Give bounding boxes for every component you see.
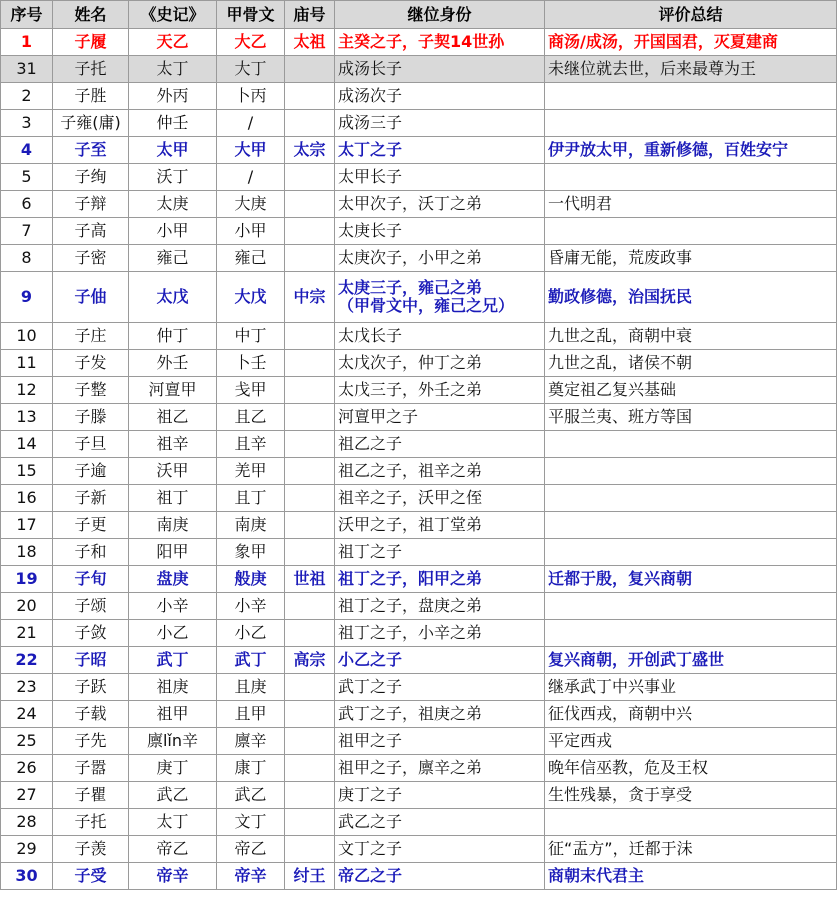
cell-succession[interactable]: 成汤次子 xyxy=(335,83,545,110)
cell-succession[interactable]: 祖乙之子，祖辛之弟 xyxy=(335,458,545,485)
cell-succession[interactable]: 祖甲之子 xyxy=(335,728,545,755)
cell-succession[interactable]: 太戊三子，外壬之弟 xyxy=(335,377,545,404)
cell-temple-name[interactable] xyxy=(285,404,335,431)
header-name[interactable]: 姓名 xyxy=(53,1,129,29)
cell-name[interactable]: 子辩 xyxy=(53,191,129,218)
cell-name[interactable]: 子羡 xyxy=(53,836,129,863)
cell-evaluation[interactable] xyxy=(545,218,837,245)
cell-temple-name[interactable] xyxy=(285,323,335,350)
cell-name[interactable]: 子和 xyxy=(53,539,129,566)
cell-name[interactable]: 子逾 xyxy=(53,458,129,485)
cell-temple-name[interactable]: 太宗 xyxy=(285,137,335,164)
cell-shiji[interactable]: 外丙 xyxy=(129,83,217,110)
cell-shiji[interactable]: 庚丁 xyxy=(129,755,217,782)
cell-temple-name[interactable] xyxy=(285,245,335,272)
table-row xyxy=(1,431,837,458)
cell-succession[interactable]: 文丁之子 xyxy=(335,836,545,863)
cell-succession[interactable]: 武丁之子 xyxy=(335,674,545,701)
cell-oracle-bone[interactable]: 大甲 xyxy=(217,137,285,164)
table-row xyxy=(1,674,837,701)
cell-temple-name[interactable] xyxy=(285,377,335,404)
cell-index[interactable]: 27 xyxy=(1,782,53,809)
cell-oracle-bone[interactable]: 武丁 xyxy=(217,647,285,674)
cell-shiji[interactable]: 沃丁 xyxy=(129,164,217,191)
cell-index[interactable]: 2 xyxy=(1,83,53,110)
cell-succession[interactable]: 祖丁之子，小辛之弟 xyxy=(335,620,545,647)
table-row xyxy=(1,377,837,404)
cell-succession[interactable]: 太戊长子 xyxy=(335,323,545,350)
cell-shiji[interactable]: 祖乙 xyxy=(129,404,217,431)
cell-shiji[interactable]: 阳甲 xyxy=(129,539,217,566)
cell-oracle-bone[interactable]: 卜丙 xyxy=(217,83,285,110)
cell-succession[interactable]: 武乙之子 xyxy=(335,809,545,836)
cell-index[interactable]: 10 xyxy=(1,323,53,350)
table-row xyxy=(1,404,837,431)
cell-succession[interactable]: 太甲次子，沃丁之弟 xyxy=(335,191,545,218)
cell-evaluation[interactable] xyxy=(545,431,837,458)
cell-index[interactable]: 1 xyxy=(1,29,53,56)
cell-temple-name[interactable]: 太祖 xyxy=(285,29,335,56)
cell-temple-name[interactable]: 纣王 xyxy=(285,863,335,890)
cell-name[interactable]: 子新 xyxy=(53,485,129,512)
cell-evaluation[interactable] xyxy=(545,458,837,485)
cell-temple-name[interactable] xyxy=(285,191,335,218)
cell-index[interactable]: 6 xyxy=(1,191,53,218)
cell-temple-name[interactable] xyxy=(285,755,335,782)
cell-succession[interactable]: 成汤三子 xyxy=(335,110,545,137)
cell-name[interactable]: 子旬 xyxy=(53,566,129,593)
cell-oracle-bone[interactable]: 南庚 xyxy=(217,512,285,539)
table-row xyxy=(1,245,837,272)
cell-succession[interactable]: 沃甲之子，祖丁堂弟 xyxy=(335,512,545,539)
table-row xyxy=(1,809,837,836)
cell-temple-name[interactable] xyxy=(285,836,335,863)
header-oracle-bone[interactable]: 甲骨文 xyxy=(217,1,285,29)
cell-oracle-bone[interactable]: 小甲 xyxy=(217,218,285,245)
table-row xyxy=(1,56,837,83)
cell-temple-name[interactable] xyxy=(285,164,335,191)
cell-evaluation[interactable]: 九世之乱，诸侯不朝 xyxy=(545,350,837,377)
cell-temple-name[interactable] xyxy=(285,728,335,755)
cell-succession[interactable]: 河亶甲之子 xyxy=(335,404,545,431)
cell-shiji[interactable]: 太甲 xyxy=(129,137,217,164)
cell-shiji[interactable]: 廪lǐn辛 xyxy=(129,728,217,755)
cell-shiji[interactable]: 小乙 xyxy=(129,620,217,647)
cell-succession[interactable]: 太甲长子 xyxy=(335,164,545,191)
cell-succession[interactable]: 庚丁之子 xyxy=(335,782,545,809)
cell-oracle-bone[interactable]: 大丁 xyxy=(217,56,285,83)
table-row xyxy=(1,485,837,512)
cell-index[interactable]: 31 xyxy=(1,56,53,83)
cell-evaluation[interactable]: 奠定祖乙复兴基础 xyxy=(545,377,837,404)
cell-index[interactable]: 21 xyxy=(1,620,53,647)
cell-index[interactable]: 7 xyxy=(1,218,53,245)
cell-evaluation[interactable] xyxy=(545,620,837,647)
cell-shiji[interactable]: 小辛 xyxy=(129,593,217,620)
cell-index[interactable]: 29 xyxy=(1,836,53,863)
cell-shiji[interactable]: 太丁 xyxy=(129,809,217,836)
table-row xyxy=(1,620,837,647)
cell-index[interactable]: 18 xyxy=(1,539,53,566)
cell-temple-name[interactable] xyxy=(285,458,335,485)
cell-shiji[interactable]: 河亶甲 xyxy=(129,377,217,404)
header-row xyxy=(1,1,837,29)
table-row xyxy=(1,647,837,674)
cell-succession[interactable]: 武丁之子，祖庚之弟 xyxy=(335,701,545,728)
cell-temple-name[interactable] xyxy=(285,218,335,245)
cell-name[interactable]: 子载 xyxy=(53,701,129,728)
cell-evaluation[interactable]: 一代明君 xyxy=(545,191,837,218)
cell-oracle-bone[interactable]: 帝辛 xyxy=(217,863,285,890)
header-succession[interactable]: 继位身份 xyxy=(335,1,545,29)
header-shiji[interactable]: 《史记》 xyxy=(129,1,217,29)
cell-temple-name[interactable] xyxy=(285,701,335,728)
cell-succession[interactable]: 祖丁之子，盘庚之弟 xyxy=(335,593,545,620)
table-row xyxy=(1,701,837,728)
cell-evaluation[interactable]: 九世之乱，商朝中衰 xyxy=(545,323,837,350)
cell-oracle-bone[interactable]: 文丁 xyxy=(217,809,285,836)
header-index[interactable]: 序号 xyxy=(1,1,53,29)
cell-oracle-bone[interactable]: 象甲 xyxy=(217,539,285,566)
cell-name[interactable]: 子胜 xyxy=(53,83,129,110)
cell-shiji[interactable]: 祖庚 xyxy=(129,674,217,701)
cell-shiji[interactable]: 外壬 xyxy=(129,350,217,377)
cell-succession[interactable]: 祖丁之子 xyxy=(335,539,545,566)
cell-temple-name[interactable] xyxy=(285,539,335,566)
cell-shiji[interactable]: 沃甲 xyxy=(129,458,217,485)
cell-oracle-bone[interactable]: 雍己 xyxy=(217,245,285,272)
cell-name[interactable]: 子高 xyxy=(53,218,129,245)
cell-temple-name[interactable] xyxy=(285,485,335,512)
cell-temple-name[interactable] xyxy=(285,350,335,377)
table-row xyxy=(1,512,837,539)
cell-evaluation[interactable]: 平定西戎 xyxy=(545,728,837,755)
cell-shiji[interactable]: 太丁 xyxy=(129,56,217,83)
cell-evaluation[interactable] xyxy=(545,83,837,110)
cell-evaluation[interactable]: 征“盂方”，迁都于沬 xyxy=(545,836,837,863)
cell-oracle-bone[interactable]: 戋甲 xyxy=(217,377,285,404)
cell-shiji[interactable]: 武乙 xyxy=(129,782,217,809)
table-row xyxy=(1,782,837,809)
cell-succession[interactable]: 祖辛之子，沃甲之侄 xyxy=(335,485,545,512)
cell-index[interactable]: 19 xyxy=(1,566,53,593)
cell-name[interactable]: 子昭 xyxy=(53,647,129,674)
table-row xyxy=(1,29,837,56)
cell-name[interactable]: 子托 xyxy=(53,809,129,836)
table-row xyxy=(1,755,837,782)
cell-index[interactable]: 14 xyxy=(1,431,53,458)
cell-name[interactable]: 子受 xyxy=(53,863,129,890)
cell-temple-name[interactable]: 世祖 xyxy=(285,566,335,593)
cell-evaluation[interactable] xyxy=(545,593,837,620)
cell-succession[interactable]: 帝乙之子 xyxy=(335,863,545,890)
cell-index[interactable]: 12 xyxy=(1,377,53,404)
cell-name[interactable]: 子履 xyxy=(53,29,129,56)
cell-evaluation[interactable]: 继承武丁中兴事业 xyxy=(545,674,837,701)
cell-name[interactable]: 子绚 xyxy=(53,164,129,191)
cell-succession[interactable]: 太庚次子，小甲之弟 xyxy=(335,245,545,272)
table-row xyxy=(1,728,837,755)
cell-shiji[interactable]: 帝辛 xyxy=(129,863,217,890)
cell-name[interactable]: 子至 xyxy=(53,137,129,164)
header-temple-name[interactable]: 庙号 xyxy=(285,1,335,29)
cell-oracle-bone[interactable]: 羌甲 xyxy=(217,458,285,485)
cell-index[interactable]: 25 xyxy=(1,728,53,755)
table-row xyxy=(1,191,837,218)
cell-evaluation[interactable]: 未继位就去世，后来最尊为王 xyxy=(545,56,837,83)
cell-index[interactable]: 28 xyxy=(1,809,53,836)
cell-name[interactable]: 子发 xyxy=(53,350,129,377)
cell-succession[interactable]: 祖甲之子，廪辛之弟 xyxy=(335,755,545,782)
table-row xyxy=(1,350,837,377)
header-evaluation[interactable]: 评价总结 xyxy=(545,1,837,29)
cell-evaluation[interactable] xyxy=(545,164,837,191)
cell-shiji[interactable]: 天乙 xyxy=(129,29,217,56)
cell-index[interactable]: 22 xyxy=(1,647,53,674)
cell-temple-name[interactable]: 高宗 xyxy=(285,647,335,674)
cell-evaluation[interactable]: 生性残暴，贪于享受 xyxy=(545,782,837,809)
cell-index[interactable]: 17 xyxy=(1,512,53,539)
table-row xyxy=(1,137,837,164)
cell-temple-name[interactable] xyxy=(285,512,335,539)
cell-oracle-bone[interactable]: / xyxy=(217,110,285,137)
cell-shiji[interactable]: 太戊 xyxy=(129,272,217,323)
cell-evaluation[interactable] xyxy=(545,110,837,137)
cell-name[interactable]: 子伷 xyxy=(53,272,129,323)
table-row xyxy=(1,272,837,323)
cell-evaluation[interactable]: 迁都于殷，复兴商朝 xyxy=(545,566,837,593)
cell-oracle-bone[interactable]: 小乙 xyxy=(217,620,285,647)
cell-oracle-bone[interactable]: 且丁 xyxy=(217,485,285,512)
cell-oracle-bone[interactable]: 且庚 xyxy=(217,674,285,701)
cell-shiji[interactable]: 仲壬 xyxy=(129,110,217,137)
cell-succession[interactable]: 太庚三子，雍己之弟 （甲骨文中，雍己之兄） xyxy=(335,272,545,323)
cell-succession[interactable]: 成汤长子 xyxy=(335,56,545,83)
cell-evaluation[interactable] xyxy=(545,539,837,566)
cell-evaluation[interactable]: 平服兰夷、班方等国 xyxy=(545,404,837,431)
table-row xyxy=(1,458,837,485)
cell-succession[interactable]: 太庚长子 xyxy=(335,218,545,245)
cell-index[interactable]: 11 xyxy=(1,350,53,377)
cell-succession[interactable]: 祖乙之子 xyxy=(335,431,545,458)
cell-index[interactable]: 8 xyxy=(1,245,53,272)
cell-oracle-bone[interactable]: 武乙 xyxy=(217,782,285,809)
cell-oracle-bone[interactable]: 卜壬 xyxy=(217,350,285,377)
cell-shiji[interactable]: 雍己 xyxy=(129,245,217,272)
table-body xyxy=(1,29,837,890)
cell-name[interactable]: 子雍(庸) xyxy=(53,110,129,137)
cell-index[interactable]: 23 xyxy=(1,674,53,701)
table-row xyxy=(1,836,837,863)
cell-index[interactable]: 4 xyxy=(1,137,53,164)
cell-succession[interactable]: 太丁之子 xyxy=(335,137,545,164)
cell-oracle-bone[interactable]: 小辛 xyxy=(217,593,285,620)
cell-evaluation[interactable]: 昏庸无能，荒废政事 xyxy=(545,245,837,272)
cell-oracle-bone[interactable]: / xyxy=(217,164,285,191)
cell-index[interactable]: 30 xyxy=(1,863,53,890)
cell-shiji[interactable]: 南庚 xyxy=(129,512,217,539)
cell-oracle-bone[interactable]: 大戊 xyxy=(217,272,285,323)
table-row xyxy=(1,323,837,350)
cell-oracle-bone[interactable]: 康丁 xyxy=(217,755,285,782)
table-row xyxy=(1,218,837,245)
cell-oracle-bone[interactable]: 般庚 xyxy=(217,566,285,593)
cell-oracle-bone[interactable]: 大庚 xyxy=(217,191,285,218)
cell-name[interactable]: 子庄 xyxy=(53,323,129,350)
cell-succession[interactable]: 太戊次子，仲丁之弟 xyxy=(335,350,545,377)
cell-index[interactable]: 24 xyxy=(1,701,53,728)
cell-index[interactable]: 15 xyxy=(1,458,53,485)
cell-name[interactable]: 子滕 xyxy=(53,404,129,431)
cell-evaluation[interactable]: 复兴商朝，开创武丁盛世 xyxy=(545,647,837,674)
cell-succession[interactable]: 祖丁之子，阳甲之弟 xyxy=(335,566,545,593)
cell-index[interactable]: 16 xyxy=(1,485,53,512)
table-row xyxy=(1,539,837,566)
cell-name[interactable]: 子颂 xyxy=(53,593,129,620)
table-row xyxy=(1,83,837,110)
cell-temple-name[interactable] xyxy=(285,674,335,701)
table-row xyxy=(1,593,837,620)
cell-index[interactable]: 26 xyxy=(1,755,53,782)
cell-name[interactable]: 子敛 xyxy=(53,620,129,647)
cell-name[interactable]: 子先 xyxy=(53,728,129,755)
cell-evaluation[interactable]: 商汤/成汤，开国国君，灭夏建商 xyxy=(545,29,837,56)
cell-temple-name[interactable] xyxy=(285,620,335,647)
cell-shiji[interactable]: 太庚 xyxy=(129,191,217,218)
cell-shiji[interactable]: 祖辛 xyxy=(129,431,217,458)
cell-oracle-bone[interactable]: 廪辛 xyxy=(217,728,285,755)
cell-name[interactable]: 子托 xyxy=(53,56,129,83)
cell-shiji[interactable]: 祖丁 xyxy=(129,485,217,512)
table-row xyxy=(1,566,837,593)
cell-index[interactable]: 13 xyxy=(1,404,53,431)
cell-oracle-bone[interactable]: 中丁 xyxy=(217,323,285,350)
cell-oracle-bone[interactable]: 大乙 xyxy=(217,29,285,56)
cell-shiji[interactable]: 帝乙 xyxy=(129,836,217,863)
cell-succession[interactable]: 主癸之子，子契14世孙 xyxy=(335,29,545,56)
cell-name[interactable]: 子密 xyxy=(53,245,129,272)
cell-oracle-bone[interactable]: 且乙 xyxy=(217,404,285,431)
cell-shiji[interactable]: 小甲 xyxy=(129,218,217,245)
cell-evaluation[interactable]: 伊尹放太甲，重新修德，百姓安宁 xyxy=(545,137,837,164)
cell-evaluation[interactable] xyxy=(545,809,837,836)
cell-temple-name[interactable] xyxy=(285,593,335,620)
table-row xyxy=(1,863,837,890)
cell-temple-name[interactable] xyxy=(285,110,335,137)
cell-shiji[interactable]: 盘庚 xyxy=(129,566,217,593)
cell-evaluation[interactable]: 商朝末代君主 xyxy=(545,863,837,890)
cell-evaluation[interactable]: 勤政修德，治国抚民 xyxy=(545,272,837,323)
cell-index[interactable]: 20 xyxy=(1,593,53,620)
cell-shiji[interactable]: 祖甲 xyxy=(129,701,217,728)
cell-name[interactable]: 子旦 xyxy=(53,431,129,458)
cell-oracle-bone[interactable]: 且辛 xyxy=(217,431,285,458)
cell-name[interactable]: 子整 xyxy=(53,377,129,404)
cell-temple-name[interactable] xyxy=(285,431,335,458)
cell-name[interactable]: 子更 xyxy=(53,512,129,539)
cell-evaluation[interactable] xyxy=(545,485,837,512)
cell-oracle-bone[interactable]: 帝乙 xyxy=(217,836,285,863)
cell-index[interactable]: 5 xyxy=(1,164,53,191)
cell-temple-name[interactable]: 中宗 xyxy=(285,272,335,323)
cell-evaluation[interactable]: 晚年信巫教，危及王权 xyxy=(545,755,837,782)
cell-shiji[interactable]: 武丁 xyxy=(129,647,217,674)
table-row xyxy=(1,110,837,137)
cell-temple-name[interactable] xyxy=(285,56,335,83)
cell-temple-name[interactable] xyxy=(285,83,335,110)
cell-name[interactable]: 子嚣 xyxy=(53,755,129,782)
cell-temple-name[interactable] xyxy=(285,782,335,809)
cell-evaluation[interactable]: 征伐西戎，商朝中兴 xyxy=(545,701,837,728)
cell-evaluation[interactable] xyxy=(545,512,837,539)
cell-oracle-bone[interactable]: 且甲 xyxy=(217,701,285,728)
table-row xyxy=(1,164,837,191)
cell-shiji[interactable]: 仲丁 xyxy=(129,323,217,350)
cell-name[interactable]: 子跃 xyxy=(53,674,129,701)
cell-index[interactable]: 9 xyxy=(1,272,53,323)
cell-temple-name[interactable] xyxy=(285,809,335,836)
cell-succession[interactable]: 小乙之子 xyxy=(335,647,545,674)
cell-index[interactable]: 3 xyxy=(1,110,53,137)
cell-name[interactable]: 子瞿 xyxy=(53,782,129,809)
